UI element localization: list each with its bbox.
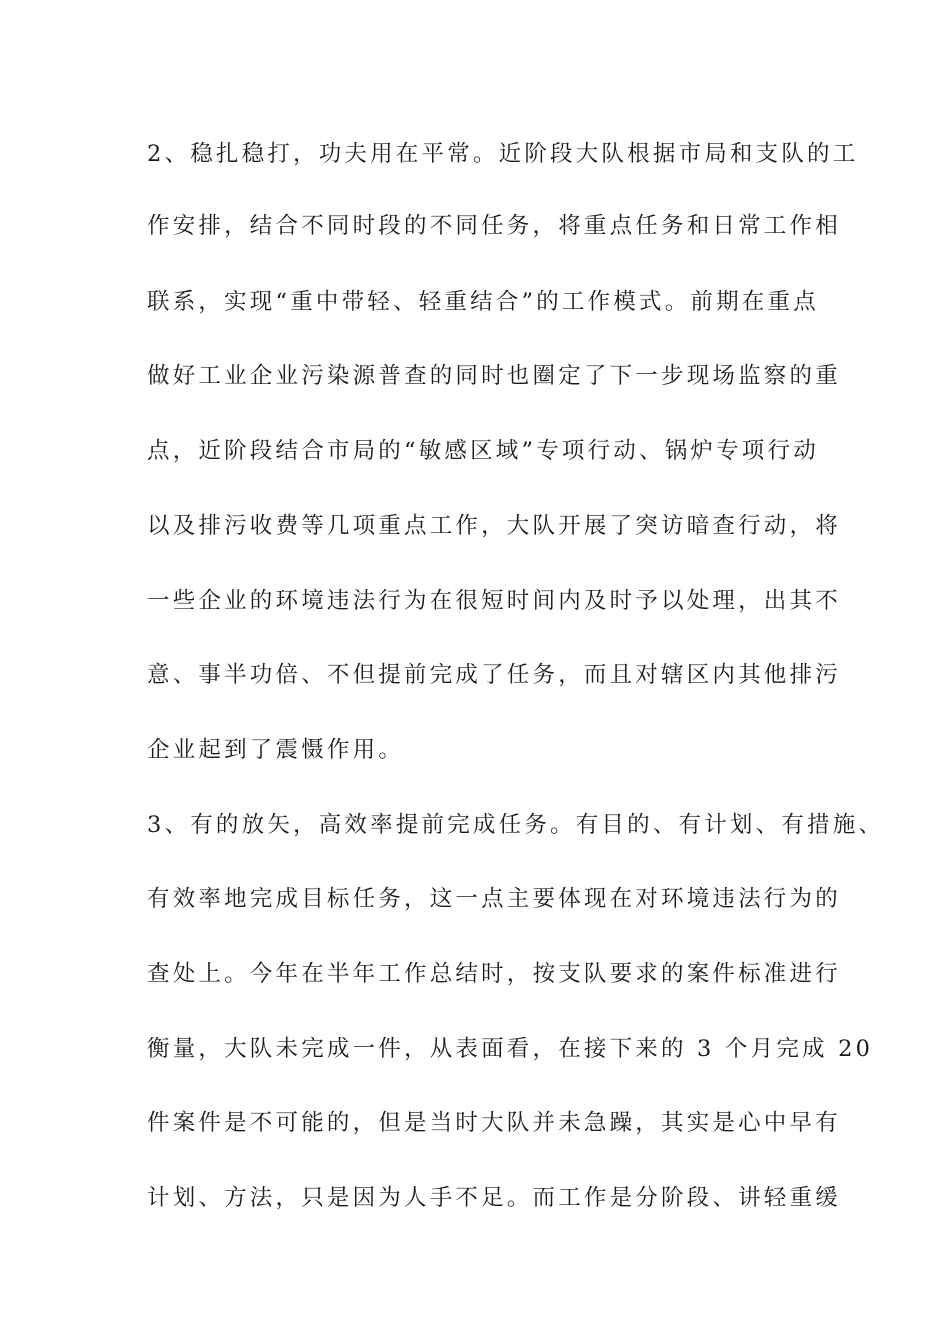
text-line: 衡量，大队未完成一件，从表面看，在接下来的 3 个月完成 20 <box>147 1036 874 1062</box>
text-line: 企业起到了震慑作用。 <box>147 737 405 763</box>
text-line: 件案件是不可能的，但是当时大队并未急躁，其实是心中早有 <box>147 1110 841 1136</box>
text-line: 3、有的放矢，高效率提前完成任务。有目的、有计划、有措施、 <box>147 812 885 838</box>
text-line: 一些企业的环境违法行为在很短时间内及时予以处理，出其不 <box>147 588 841 614</box>
text-line: 以及排污收费等几项重点工作，大队开展了突访暗查行动，将 <box>147 513 841 539</box>
text-line: 查处上。今年在半年工作总结时，按支队要求的案件标准进行 <box>147 961 841 987</box>
text-line: 作安排，结合不同时段的不同任务，将重点任务和日常工作相 <box>147 213 841 239</box>
text-line: 有效率地完成目标任务，这一点主要体现在对环境违法行为的 <box>147 886 841 912</box>
text-line: 2、稳扎稳打，功夫用在平常。近阶段大队根据市局和支队的工 <box>147 141 859 167</box>
text-line: 联系，实现“重中带轻、轻重结合”的工作模式。前期在重点 <box>147 289 819 315</box>
text-line: 意、事半功倍、不但提前完成了任务，而且对辖区内其他排污 <box>147 662 841 688</box>
text-line: 点，近阶段结合市局的“敏感区域”专项行动、锅炉专项行动 <box>147 438 819 464</box>
text-line: 做好工业企业污染源普查的同时也圈定了下一步现场监察的重 <box>147 363 841 389</box>
text-line: 计划、方法，只是因为人手不足。而工作是分阶段、讲轻重缓 <box>147 1185 841 1211</box>
